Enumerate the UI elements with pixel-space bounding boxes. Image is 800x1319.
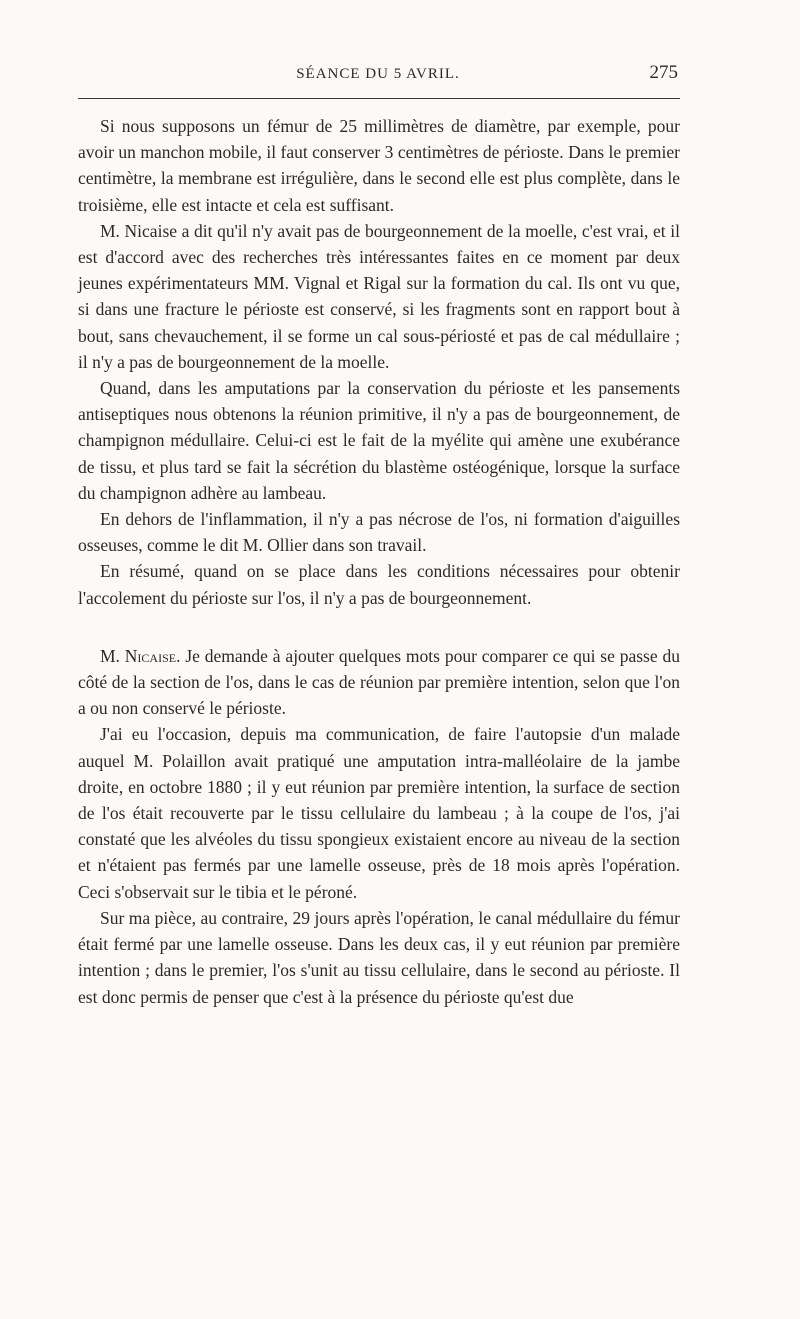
paragraph: Sur ma pièce, au contraire, 29 jours après l'opération, le canal médullaire du fémur était fermé par une lamelle osseuse. Dans les deux cas, il y eut réunion par première intention ; dans le premier, l'os s'unit au tissu cellulaire, dans le second au périoste. Il est donc permis de penser que c'est à la présence du périoste qu'est due [78,907,680,1007]
section-gap [78,611,680,643]
paragraph: Quand, dans les amputations par la conservation du périoste et les pansements antiseptiques nous obtenons la réunion primitive, il n'y a pas de bourgeonnement, de champignon médullaire. Celui-ci est le fait de la myélite qui amène une exubérance de tissu, et plus tard se fait la sécrétion du blastème ostéogénique, lorsque la surface du champignon adhère au lambeau. [78,378,680,503]
speaker-text: Je demande à ajouter quelques mots pour comparer ce qui se passe du côté de la section de l'os, dans le cas de réunion par première intention, selon que l'on a ou non conservé le périoste. [78,645,680,719]
speaker-prefix: M. [100,645,125,666]
paragraph: Si nous supposons un fémur de 25 millimètres de diamètre, par exemple, pour avoir un manchon mobile, il faut conserver 3 centimètres de périoste. Dans le premier centimètre, la membrane est irrégulière, dans le second elle est plus complète, dans le troisième, elle est intacte et cela est suffisant. [78,116,680,215]
speaker-suffix: . [176,645,181,666]
running-head: SÉANCE DU 5 AVRIL. [296,66,460,82]
speaker-paragraph [78,643,680,722]
speaker-name: Nicaise [124,645,177,666]
paragraph: J'ai eu l'occasion, depuis ma communication, de faire l'autopsie d'un malade auquel M. Polaillon avait pratiqué une amputation intra-malléolaire de la jambe droite, en octobre 1880 ; il y eut réunion par première intention, la surface de section de l'os était recouverte par le tissu cellulaire du lambeau ; à la coupe de l'os, j'ai constaté que les alvéoles du tissu spongieux existaient encore au niveau de la section et n'étaient pas fermés par une lamelle osseuse, près de 18 mois après l'opération. Ceci s'observait sur le tibia et le péroné. [78,724,680,902]
page-header [78,60,678,90]
page-number: 275 [649,62,678,83]
body-text [78,113,680,1010]
paragraph: M. Nicaise a dit qu'il n'y avait pas de bourgeonnement de la moelle, c'est vrai, et il est d'accord avec des recherches très intéressantes faites en ce moment par deux jeunes expérimentateurs MM. Vignal et Rigal sur la formation du cal. Ils ont vu que, si dans une fracture le périoste est conservé, si les fragments sont en rapport bout à bout, sans chevauchement, il se forme un cal sous-périosté et pas de cal médullaire ; il n'y a pas de bourgeonnement de la moelle. [78,220,680,372]
paragraph: En résumé, quand on se place dans les conditions nécessaires pour obtenir l'accolement du périoste sur l'os, il n'y a pas de bourgeonnement. [78,561,680,608]
paragraph: En dehors de l'inflammation, il n'y a pas nécrose de l'os, ni formation d'aiguilles osseuses, comme le dit M. Ollier dans son travail. [78,509,680,556]
header-rule [78,98,680,99]
